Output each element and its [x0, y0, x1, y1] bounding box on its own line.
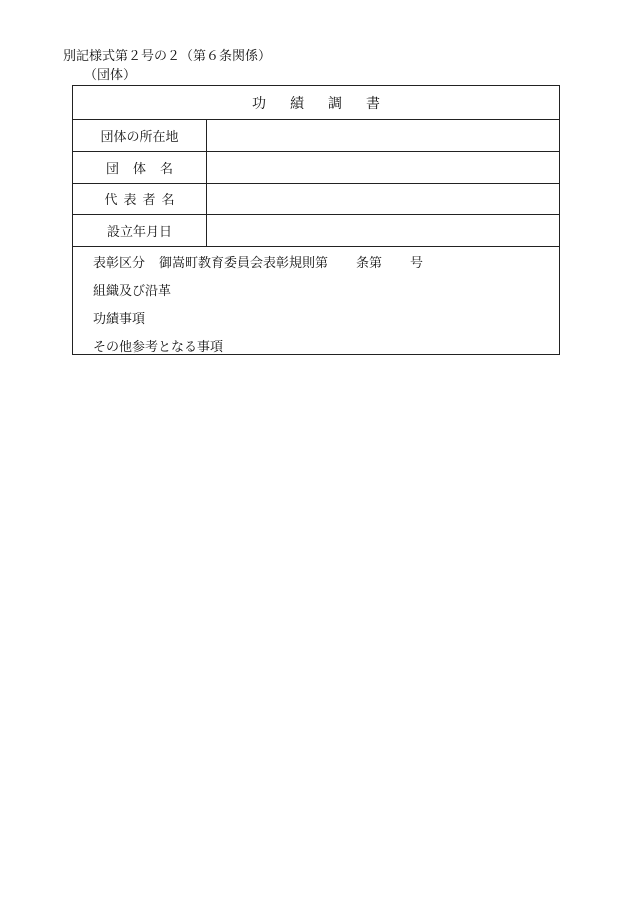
classification-rule: 御嵩町教育委員会表彰規則第 [159, 256, 329, 271]
organization-history-heading: 組織及び沿革 [93, 284, 172, 299]
field-label-address: 団体の所在地 [73, 120, 207, 151]
field-row-established-date [73, 215, 559, 247]
field-value-established-date[interactable] [207, 215, 559, 246]
field-label-representative: 代表者名 [73, 183, 207, 214]
field-value-address[interactable] [207, 120, 559, 151]
form-reference: 別記様式第２号の２（第６条関係） [63, 49, 272, 64]
title-row [73, 86, 559, 120]
field-label-organization-name: 団体名 [73, 152, 207, 183]
achievement-record-form [72, 85, 560, 355]
field-label-established-date: 設立年月日 [73, 215, 207, 246]
document-title: 功績調書 [252, 95, 404, 112]
classification-label: 表彰区分 [93, 256, 146, 271]
field-value-organization-name[interactable] [207, 152, 559, 183]
item-unit: 号 [410, 256, 424, 271]
field-row-address [73, 120, 559, 152]
other-reference-heading: その他参考となる事項 [93, 340, 224, 355]
form-subtitle: （団体） [84, 68, 137, 83]
award-classification-line [93, 255, 423, 273]
notes-section [73, 247, 559, 354]
achievements-heading: 功績事項 [93, 312, 146, 327]
field-value-representative[interactable] [207, 183, 559, 214]
article-unit: 条第 [356, 256, 383, 271]
field-row-representative [73, 183, 559, 215]
field-row-organization-name [73, 152, 559, 184]
